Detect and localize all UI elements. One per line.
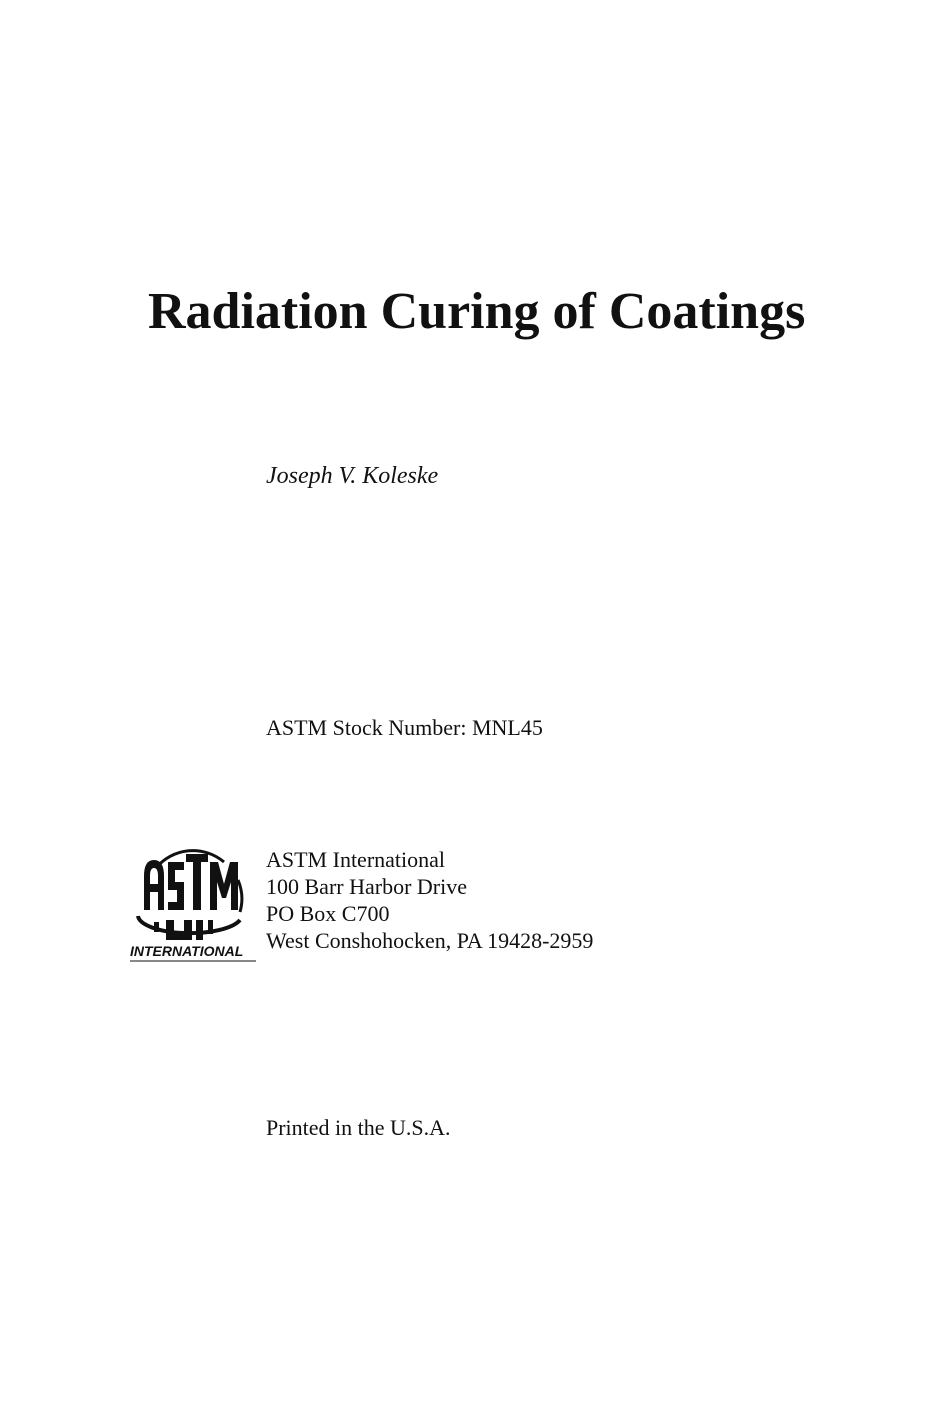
address-line: PO Box C700 xyxy=(266,901,390,926)
astm-international-logo xyxy=(128,840,258,965)
address-line: 100 Barr Harbor Drive xyxy=(266,874,467,899)
address-line: West Conshohocken, PA 19428-2959 xyxy=(266,928,594,953)
stock-number: ASTM Stock Number: MNL45 xyxy=(266,715,543,740)
address-line: ASTM International xyxy=(266,847,446,872)
publisher-address xyxy=(266,846,593,954)
astm-logo-graphic xyxy=(128,840,258,965)
logo-wordmark: INTERNATIONAL xyxy=(130,943,244,959)
printed-in: Printed in the U.S.A. xyxy=(266,1115,451,1140)
book-title: Radiation Curing of Coatings xyxy=(148,283,806,340)
author-name: Joseph V. Koleske xyxy=(266,463,439,489)
